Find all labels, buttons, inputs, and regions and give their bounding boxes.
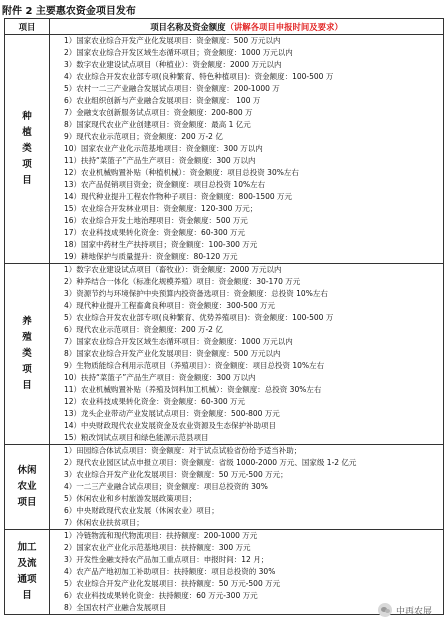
funding-item: 10）国家农业产业化示范基地项目：资金额度：300 万以内 (64, 144, 263, 153)
funding-item: 5）农业综合开发产业化发展项目：扶持额度：50 万元-500 万元 (64, 579, 281, 588)
funding-item: 10）扶持“菜篮子”产品生产项目：资金额度：300 万以内 (64, 373, 256, 382)
funding-item: 11）农业机械购置补贴（养殖及饲料加工机械）：资金额度：总投资 30%左右 (64, 385, 322, 394)
funding-item: 9）生物质能综合利用示范项目（养殖项目）：资金额度：项目总投资 10%左右 (64, 361, 325, 370)
document-title: 附件 2 主要惠农资金项目发布 (2, 6, 136, 17)
funding-item: 4）农业综合开发农业部专项(良种繁育、特色种植项目)：资金额度：100-500 万 (64, 72, 334, 81)
funding-item: 13）农产品促销项目资金；资金额度：项目总投资 10%左右 (64, 180, 266, 189)
funding-item: 12）农业科技成果转化资金：资金额度：60-300 万元 (64, 397, 245, 406)
funding-item: 6）农业科技成果转化资金：扶持额度：60 万元-300 万元 (64, 591, 258, 600)
category-name-part: 农业 (17, 481, 37, 492)
category-name-part: 项目 (17, 497, 37, 508)
funding-item: 2）国家农业产业化示范基地项目：扶持额度：300 万元 (64, 543, 251, 552)
funding-item: 2）现代农业园区试点申报立项目：资金额度：省级 1000-2000 万元、国家级 1-2 亿元 (64, 458, 357, 467)
funding-item: 9）现代农业示范项目；资金额度：200 万-2 亿 (64, 132, 223, 141)
category-name-part: 项 (22, 364, 32, 375)
funding-item: 8）国家现代农业产业创建项目：资金额度：最高 1 亿元 (64, 120, 251, 129)
funding-item: 4）现代种业提升工程畜禽良种项目：资金额度：300-500 万元 (64, 301, 275, 310)
category-name-part: 类 (22, 348, 32, 359)
funding-item: 12）农业机械购置补贴（种植机械）：资金额度：项目总投资 30%左右 (64, 168, 299, 177)
section-row (5, 264, 444, 445)
category-name-part: 休闲 (17, 465, 37, 476)
funding-item: 5）农村一二三产业融合发展试点项目：资金额度：200-1000 万 (64, 84, 280, 93)
funding-item: 5）休闲农业和乡村旅游发展政策项目； (64, 494, 197, 503)
header-category: 项目 (5, 19, 50, 35)
funding-item: 2）国家农业综合开发区域生态循环项目；资金额度：1000 万元以内 (64, 48, 293, 57)
funding-item: 14）中央财政现代农业发展资金及农业资源及生态保护补助项目 (64, 421, 277, 430)
category-name-part: 养 (22, 316, 32, 327)
section-items (50, 530, 444, 615)
section-items (50, 264, 444, 445)
funding-item: 15）农业综合开发林业项目：资金额度：120-300 万元； (64, 204, 258, 213)
funding-item: 15）粮改饲试点项目和绿色能源示范县项目 (64, 433, 209, 442)
funding-item: 18）国家中药材生产扶持项目；资金额度：100-300 万元 (64, 240, 258, 249)
watermark (378, 603, 432, 617)
funding-item: 7）国家农业综合开发区域生态循环项目：资金额度：1000 万元以内 (64, 337, 293, 346)
category-name-part: 通项 (17, 574, 37, 585)
funding-item: 1）冷链物流和现代物流项目：扶持额度：200-1000 万元 (64, 531, 258, 540)
section-items (50, 35, 444, 264)
category-name-part: 及流 (17, 558, 37, 569)
section-category (5, 445, 50, 530)
section-items (50, 445, 444, 530)
funding-item: 11）扶持“菜篮子”产品生产项目：资金额度：300 万以内 (64, 156, 256, 165)
funding-item: 3）资源节约与环境保护中央预算内投资备选项目：资金额度：总投资 10%左右 (64, 289, 328, 298)
funding-item: 13）龙头企业带动产业发展试点项目：资金额度：500-800 万元 (64, 409, 280, 418)
funding-item: 19）耕地保护与质量提升：资金额度：80-120 万元 (64, 252, 238, 261)
category-name-part: 目 (22, 590, 32, 601)
funding-item: 8）全国农村产业融合发展项目 (64, 603, 167, 612)
funding-item: 1）国家农业综合开发产业化发展项目：资金额度：500 万元以内 (64, 36, 281, 45)
category-name-part: 项 (22, 159, 32, 170)
category-name-part: 类 (22, 143, 32, 154)
funding-item: 3）开发性金融支持农产品加工重点项目：申报时间：12 月； (64, 555, 269, 564)
funding-item: 3）农业综合开发产业化发展项目：资金额度：50 万元-500 万元； (64, 470, 288, 479)
table-header-row (5, 19, 444, 35)
funding-item: 8）国家农业综合开发产业化发展项目：资金额度：500 万元以内 (64, 349, 281, 358)
watermark-text: 中再农展 (396, 606, 433, 617)
category-name-part: 目 (22, 380, 32, 391)
category-name-part: 植 (22, 127, 32, 138)
funding-item: 3）数字农业建设试点项目（种植业）：资金额度：2000 万元以内 (64, 60, 282, 69)
funding-item: 5）农业综合开发农业部专项(良种繁育、优势养殖项目)：资金额度：100-500 万 (64, 313, 334, 322)
funding-item: 1）数字农业建设试点项目（畜牧业）：资金额度：2000 万元以内 (64, 265, 282, 274)
funding-item: 1）田园综合体试点项目：资金额度：对于试点试验省份给予适当补助； (64, 446, 302, 455)
funding-item: 17）农业科技成果转化资金：资金额度：60-300 万元 (64, 228, 245, 237)
funding-item: 16）农业综合开发土地治理项目：资金额度：500 万元 (64, 216, 248, 225)
category-name-part: 种 (22, 111, 32, 122)
category-name-part: 殖 (22, 332, 32, 343)
header-items-label: 项目名称及资金额度 (150, 21, 226, 32)
section-row (5, 445, 444, 530)
funding-item: 6）中央财政现代农业发展（休闲农业）项目； (64, 506, 219, 515)
category-name-part: 目 (22, 175, 32, 186)
funding-table (4, 18, 444, 615)
section-row (5, 530, 444, 615)
funding-item: 4）一二三产业融合试点项目；资金额度：项目总投资的 30% (64, 482, 268, 491)
category-name-part: 加工 (17, 542, 37, 553)
header-items-note: （讲解各项目申报时间及要求） (225, 21, 343, 32)
section-category (5, 264, 50, 445)
wechat-icon (378, 603, 392, 617)
funding-item: 6）农业组织创新与产业融合发展项目：资金额度： 100 万 (64, 96, 261, 105)
funding-item: 14）现代种业提升工程农作物种子项目：资金额度：800-1500 万元 (64, 192, 293, 201)
funding-item: 2）种养结合一体化（标准化规模养殖）项目：资金额度：30-170 万元 (64, 277, 301, 286)
section-category (5, 35, 50, 264)
section-category (5, 530, 50, 615)
funding-item: 7）金融支农创新服务试点项目：资金额度：200-800 万 (64, 108, 253, 117)
header-items (50, 19, 444, 35)
funding-item: 4）农产品产地初加工补助项目：扶持额度：项目总投资的 30% (64, 567, 276, 576)
funding-item: 6）现代农业示范项目：资金额度：200 万-2 亿 (64, 325, 223, 334)
funding-item: 7）休闲农业扶贫项目； (64, 518, 144, 527)
section-row (5, 35, 444, 264)
